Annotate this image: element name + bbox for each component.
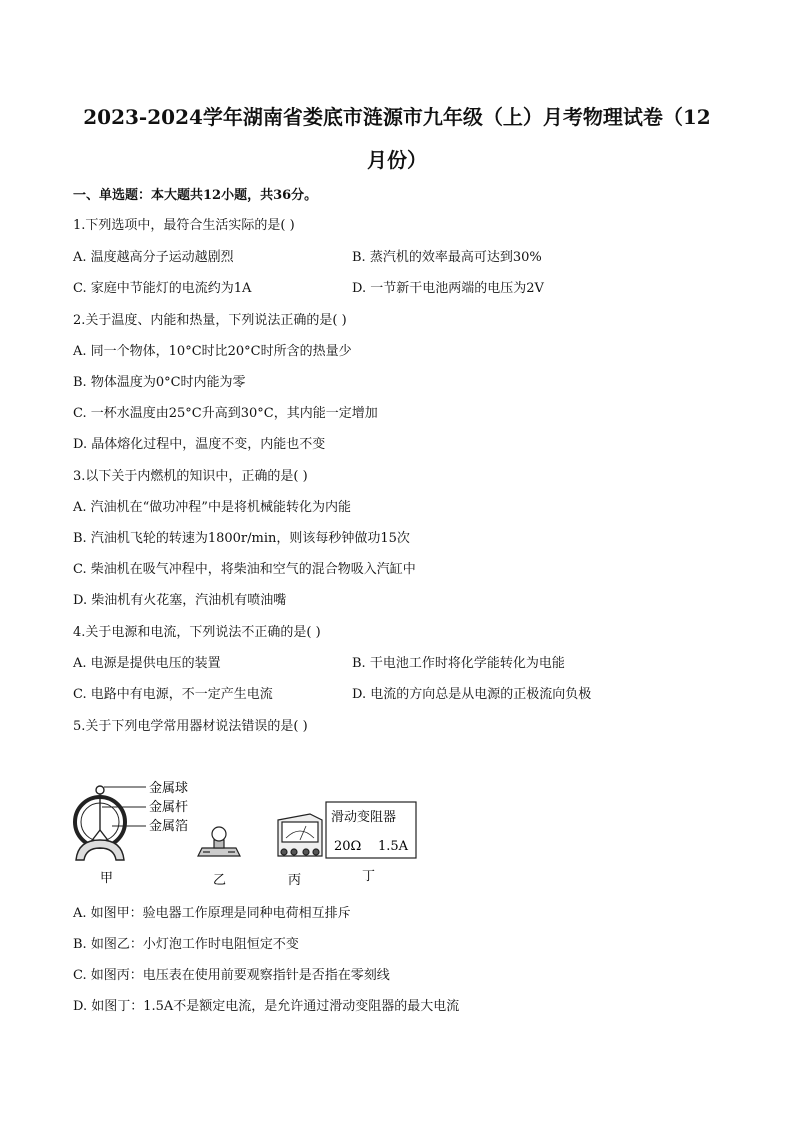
- question-2-option-a: A. 同一个物体，10°C时比20°C时所含的热量少: [73, 344, 352, 359]
- question-3-stem: 3.以下关于内燃机的知识中，正确的是( ): [73, 469, 308, 484]
- nameplate-resistance: 20Ω: [334, 839, 362, 854]
- voltmeter-illustration: [278, 814, 322, 856]
- label-metal-rod: 金属杆: [149, 800, 189, 815]
- question-5-option-b: B. 如图乙：小灯泡工作时电阻恒定不变: [73, 937, 299, 952]
- question-4-option-b: B. 干电池工作时将化学能转化为电能: [352, 656, 565, 671]
- question-5-option-a: A. 如图甲：验电器工作原理是同种电荷相互排斥: [73, 906, 351, 921]
- question-4-option-c: C. 电路中有电源，不一定产生电流: [73, 687, 273, 702]
- question-1-stem: 1.下列选项中，最符合生活实际的是( ): [73, 218, 295, 233]
- nameplate-title: 滑动变阻器: [331, 810, 397, 825]
- question-4-stem: 4.关于电源和电流，下列说法不正确的是( ): [73, 625, 321, 640]
- nameplate-current: 1.5A: [378, 839, 409, 854]
- question-5-stem: 5.关于下列电学常用器材说法错误的是( ): [73, 719, 308, 734]
- question-3-option-c: C. 柴油机在吸气冲程中，将柴油和空气的混合物吸入汽缸中: [73, 562, 416, 577]
- caption-ding: 丁: [362, 869, 376, 884]
- question-2-option-b: B. 物体温度为0°C时内能为零: [73, 375, 246, 390]
- page-title-line-2: 月份）: [367, 148, 427, 172]
- electroscope-illustration: [75, 786, 146, 860]
- section-heading: 一、单选题：本大题共12小题，共36分。: [73, 188, 318, 203]
- question-4-option-a: A. 电源是提供电压的装置: [73, 656, 221, 671]
- question-4-option-d: D. 电流的方向总是从电源的正极流向负极: [352, 687, 592, 702]
- caption-jia: 甲: [100, 871, 114, 886]
- caption-yi: 乙: [213, 873, 227, 888]
- question-3-option-d: D. 柴油机有火花塞，汽油机有喷油嘴: [73, 593, 287, 608]
- question-1-option-a: A. 温度越高分子运动越剧烈: [73, 250, 234, 265]
- question-3-option-a: A. 汽油机在“做功冲程”中是将机械能转化为内能: [73, 500, 351, 515]
- page-title-line-1: 2023-2024学年湖南省娄底市涟源市九年级（上）月考物理试卷（12: [83, 105, 711, 129]
- question-1-option-b: B. 蒸汽机的效率最高可达到30%: [352, 250, 542, 265]
- label-metal-ball: 金属球: [149, 781, 189, 796]
- question-5-option-c: C. 如图丙：电压表在使用前要观察指针是否指在零刻线: [73, 968, 390, 983]
- question-2-option-c: C. 一杯水温度由25°C升高到30°C，其内能一定增加: [73, 406, 378, 421]
- question-5-figure: [70, 770, 430, 890]
- light-bulb-illustration: [198, 827, 240, 856]
- question-2-stem: 2.关于温度、内能和热量，下列说法正确的是( ): [73, 313, 347, 328]
- question-3-option-b: B. 汽油机飞轮的转速为1800r/min，则该每秒钟做功15次: [73, 531, 410, 546]
- question-1-option-c: C. 家庭中节能灯的电流约为1A: [73, 281, 252, 296]
- caption-bing: 丙: [288, 873, 302, 888]
- question-1-option-d: D. 一节新干电池两端的电压为2V: [352, 281, 544, 296]
- question-2-option-d: D. 晶体熔化过程中，温度不变，内能也不变: [73, 437, 326, 452]
- label-metal-foil: 金属箔: [149, 819, 189, 834]
- question-5-option-d: D. 如图丁：1.5A不是额定电流，是允许通过滑动变阻器的最大电流: [73, 999, 460, 1014]
